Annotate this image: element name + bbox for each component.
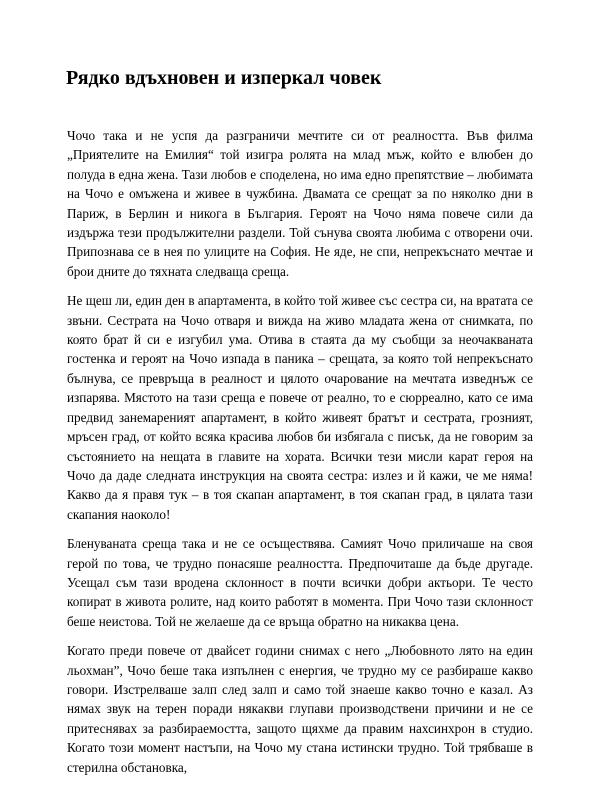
- paragraph: Чочо така и не успя да разграничи мечтите си от реалността. Във филма „Приятелите на Емилия“ той изигра ролята на млад мъж, който е влюбен до полуда в една жена. Тази любов е споделена, но има едно препятствие – любимата на Чочо е омъжена и живее в чужбина. Двамата се срещат за по няколко дни в Париж, в Берлин и никога в България. Героят на Чочо няма повече сили да издържа тези продължителни раздели. Той сънува своята любима с отворени очи. Припознава се в нея по улиците на София. Не яде, не спи, непрекъснато мечтае и брои дните до тяхната следваща среща.: [67, 128, 533, 279]
- paragraph: Бленуваната среща така и не се осъществява. Самият Чочо приличаше на своя герой по това, че трудно понасяше реалността. Предпочиташе да бъде другаде. Усещал съм тази вродена склонност в почти всички добри актьори. Те често копират в живота ролите, над които работят в момента. При Чочо тази склонност беше неистова. Той не желаеше да се връща обратно на никаква цена.: [67, 536, 533, 629]
- paragraph: Когато преди повече от двайсет години снимах с него „Любовното лято на един льохман”, Чочо беше така изпълнен с енергия, че трудно му се разбираше какво говори. Изстрелваше залп след залп и само той знаеше какво точно е казал. Аз нямах звук на терен поради някакви глупави производствени причини и не се притеснявах за разбираемостта, защото щяхме да правим нахсинхрон в студио. Когато този момент настъпи, на Чочо му стана истински трудно. Той трябваше в стерилна обстановка,: [67, 643, 533, 775]
- page-title: Рядко вдъхновен и изперкал човек: [66, 67, 382, 89]
- paragraph: Не щеш ли, един ден в апартамента, в който той живее със сестра си, на вратата се звъни. Сестрата на Чочо отваря и вижда на живо младата жена от снимката, по която брат й си е изгубил ума. Отива в стаята да му съобщи за неочакваната гостенка и героят на Чочо изпада в паника – срещата, за която той непрекъснато бълнува, се превръща в реалност и цялото очарование на мечтата изведнъж се изпарява. Мястото на тази среща е повече от реално, то е сюрреално, като се има предвид занемареният апартамент, в който живеят братът и сестрата, грозният, мръсен град, от който всяка красива любов би избягала с писък, да не говорим за състоянието на нещата в главите на хората. Всички тези мисли карат героя на Чочо да даде следната инструкция на своята сестра: излез и й кажи, че ме няма! Какво да я правя тук – в тоя скапан апартамент, в тоя скапан град, в цялата тази скапания наоколо!: [67, 293, 533, 522]
- article-body: [67, 126, 533, 787]
